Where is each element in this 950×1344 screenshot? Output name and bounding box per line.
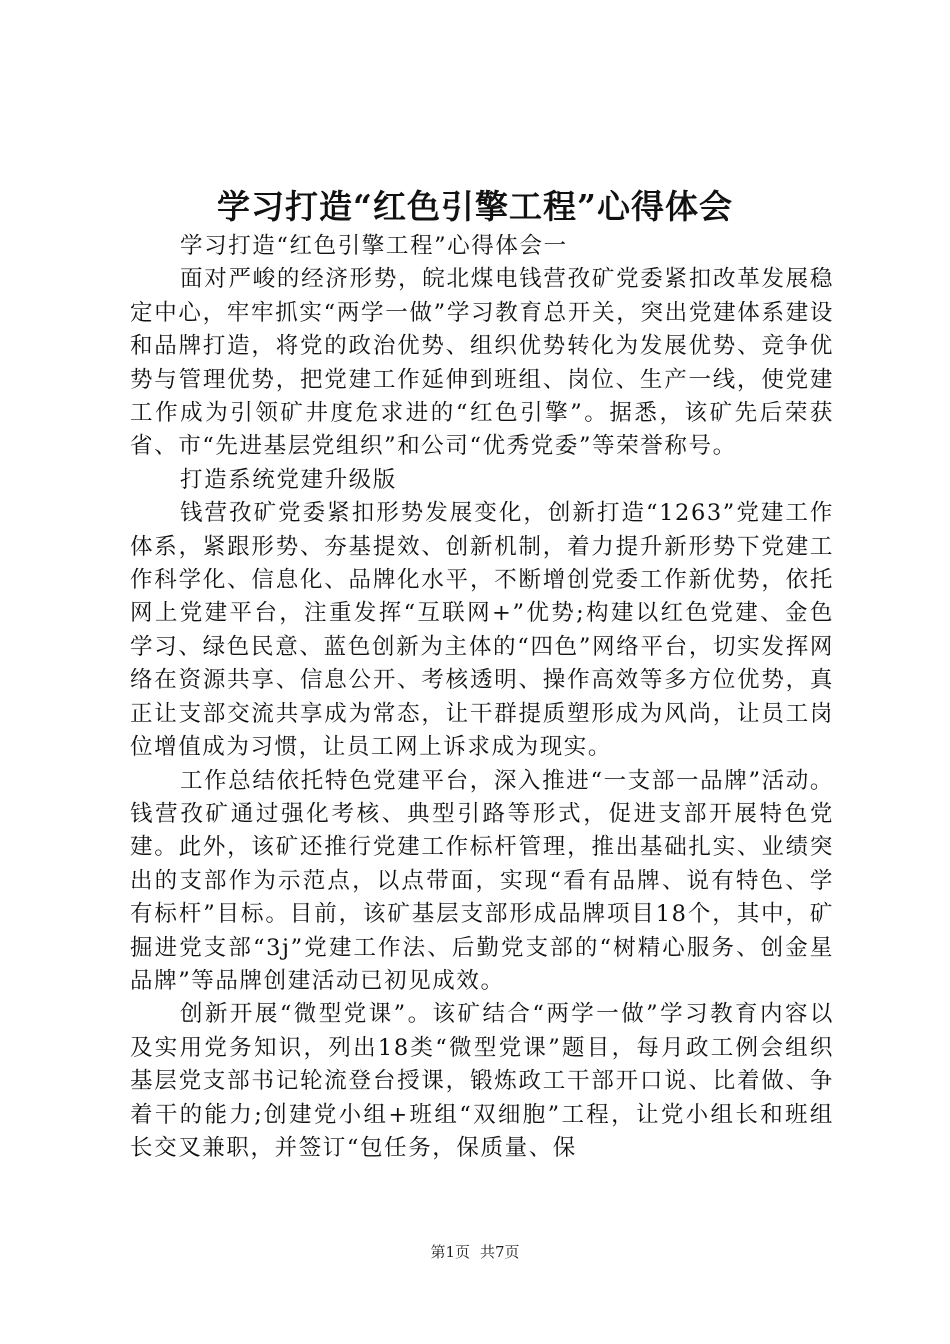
section-heading: 学习打造“红色引擎工程”心得体会一 bbox=[180, 233, 568, 259]
paragraph: 工作总结依托特色党建平台，深入推进“一支部一品牌”活动。钱营孜矿通过强化考核、典型引路等形式，促进支部开展特色党建。此外，该矿还推行党建工作标杆管理，推出基础扎实、业绩突出的支部作为示范点，以点带面，实现“看有品牌、说有特色、学有标杆”目标。目前，该矿基层支部形成品牌项目18个，其中，矿掘进党支部“3j”党建工作法、后勤党支部的“树精心服务、创金星品牌”等品牌创建活动已初见成效。 bbox=[130, 767, 834, 994]
paragraph: 面对严峻的经济形势，皖北煤电钱营孜矿党委紧扣改革发展稳定中心，牢牢抓实“两学一做”学习教育总开关，突出党建体系建设和品牌打造，将党的政治优势、组织优势转化为发展优势、竞争优势与管理优势，把党建工作延伸到班组、岗位、生产一线，使党建工作成为引领矿井度危求进的“红色引擎”。据悉，该矿先后荣获省、市“先进基层党组织”和公司“优秀党委”等荣誉称号。 bbox=[130, 266, 834, 460]
page-total: 共7页 bbox=[480, 1243, 520, 1261]
paragraph: 钱营孜矿党委紧扣形势发展变化，创新打造“1263”党建工作体系，紧跟形势、夯基提效、创新机制，着力提升新形势下党建工作科学化、信息化、品牌化水平，不断增创党委工作新优势，依托网上党建平台，注重发挥“互联网+”优势;构建以红色党建、金色学习、绿色民意、蓝色创新为主体的“四色”网络平台，切实发挥网络在资源共享、信息公开、考核透明、操作高效等多方位优势，真正让支部交流共享成为常态，让干群提质塑形成为风尚，让员工岗位增值成为习惯，让员工网上诉求成为现实。 bbox=[130, 500, 834, 761]
page-title: 学习打造“红色引擎工程”心得体会 bbox=[217, 187, 733, 226]
page-number: 第1页 bbox=[430, 1243, 470, 1261]
document-body bbox=[130, 230, 834, 1165]
page-footer bbox=[0, 1240, 950, 1264]
paragraph: 创新开展“微型党课”。该矿结合“两学一做”学习教育内容以及实用党务知识，列出18类“微型党课”题目，每月政工例会组织基层党支部书记轮流登台授课，锻炼政工干部开口说、比着做、争着干的能力;创建党小组+班组“双细胞”工程，让党小组长和班组长交叉兼职，并签订“包任务，保质量、保 bbox=[130, 1001, 834, 1161]
section-heading: 打造系统党建升级版 bbox=[180, 466, 397, 493]
